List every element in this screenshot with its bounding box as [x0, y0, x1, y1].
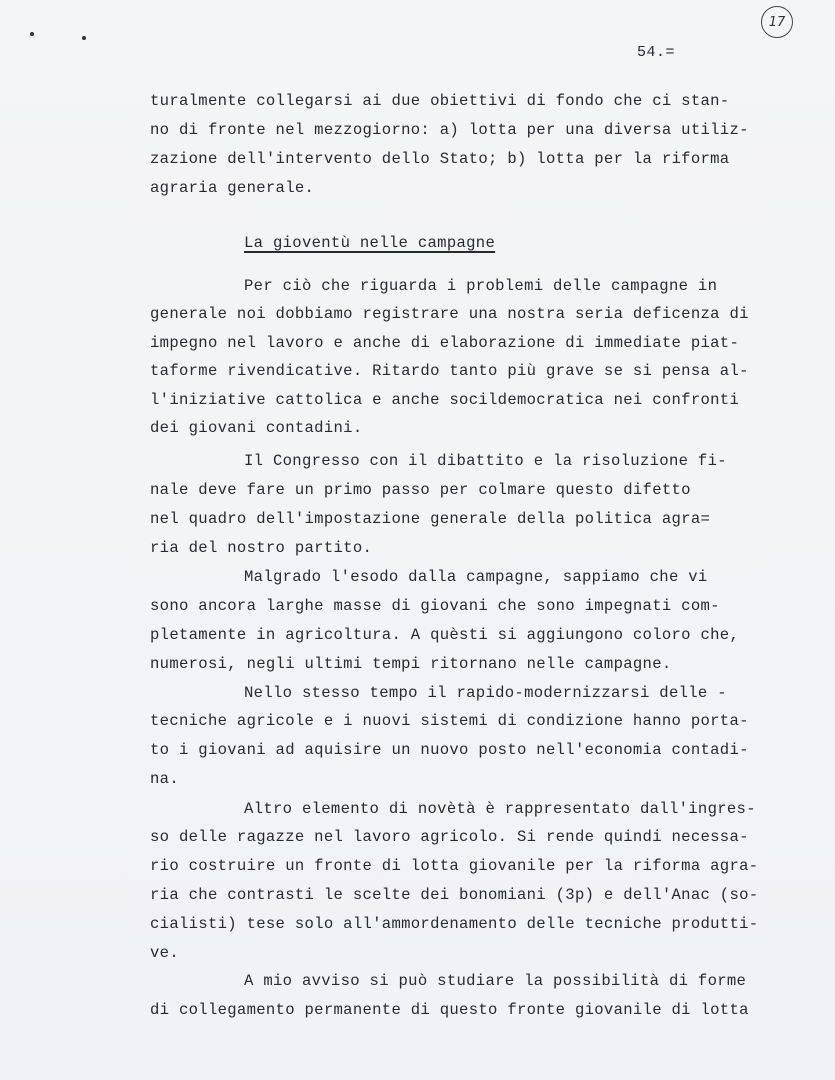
text-line: pletamente in agricoltura. A quèsti si aggiungono coloro che,: [150, 626, 740, 644]
text-line: nel quadro dell'impostazione generale della politica agra=: [150, 510, 711, 528]
text-line: A mio avviso si può studiare la possibilità di forme: [244, 972, 747, 990]
text-line: no di fronte nel mezzogiorno: a) lotta per una diversa utiliz-: [150, 121, 749, 139]
section-heading: La gioventù nelle campagne: [244, 234, 496, 252]
text-line: Il Congresso con il dibattito e la risoluzione fi-: [244, 452, 727, 470]
text-line: turalmente collegarsi ai due obiettivi di fondo che ci stan-: [150, 92, 730, 110]
text-line: Altro elemento di novètà è rappresentato dall'ingres-: [244, 800, 756, 818]
text-line: zazione dell'intervento dello Stato; b) lotta per la riforma: [150, 150, 730, 168]
text-line: dei giovani contadini.: [150, 419, 363, 437]
text-line: so delle ragazze nel lavoro agricolo. Si rende quindi necessa-: [150, 828, 749, 846]
text-line: di collegamento permanente di questo fronte giovanile di lotta: [150, 1001, 749, 1019]
text-line: generale noi dobbiamo registrare una nostra seria deficenza di: [150, 305, 749, 323]
text-line: agraria generale.: [150, 179, 315, 197]
text-line: Per ciò che riguarda i problemi delle campagne in: [244, 277, 718, 295]
folio-number: 17: [768, 14, 786, 30]
text-line: ria del nostro partito.: [150, 539, 373, 557]
text-line: ria che contrasti le scelte dei bonomiani (3p) e dell'Anac (so-: [150, 886, 759, 904]
text-line: Nello stesso tempo il rapido-modernizzarsi delle -: [244, 684, 727, 702]
text-line: nale deve fare un primo passo per colmare questo difetto: [150, 481, 691, 499]
text-line: Malgrado l'esodo dalla campagne, sappiamo che vi: [244, 568, 708, 586]
page-number: 54.=: [637, 44, 676, 61]
text-line: na.: [150, 770, 179, 788]
text-line: tecniche agricole e i nuovi sistemi di condizione hanno porta-: [150, 712, 749, 730]
text-line: sono ancora larghe masse di giovani che sono impegnati com-: [150, 597, 720, 615]
text-line: rio costruire un fronte di lotta giovanile per la riforma agra-: [150, 857, 759, 875]
text-line: taforme rivendicative. Ritardo tanto più grave se si pensa al-: [150, 362, 749, 380]
margin-dot: [82, 36, 86, 40]
text-line: numerosi, negli ultimi tempi ritornano nelle campagne.: [150, 655, 672, 673]
folio-circle-mark: [761, 6, 793, 38]
margin-dot: [30, 32, 34, 36]
text-line: impegno nel lavoro e anche di elaborazione di immediate piat-: [150, 334, 740, 352]
text-line: l'iniziative cattolica e anche socildemocratica nei confronti: [150, 391, 740, 409]
text-line: ve.: [150, 944, 179, 962]
text-line: to i giovani ad aquisire un nuovo posto nell'economia contadi-: [150, 741, 749, 759]
text-line: cialisti) tese solo all'ammordenamento delle tecniche produtti-: [150, 915, 759, 933]
